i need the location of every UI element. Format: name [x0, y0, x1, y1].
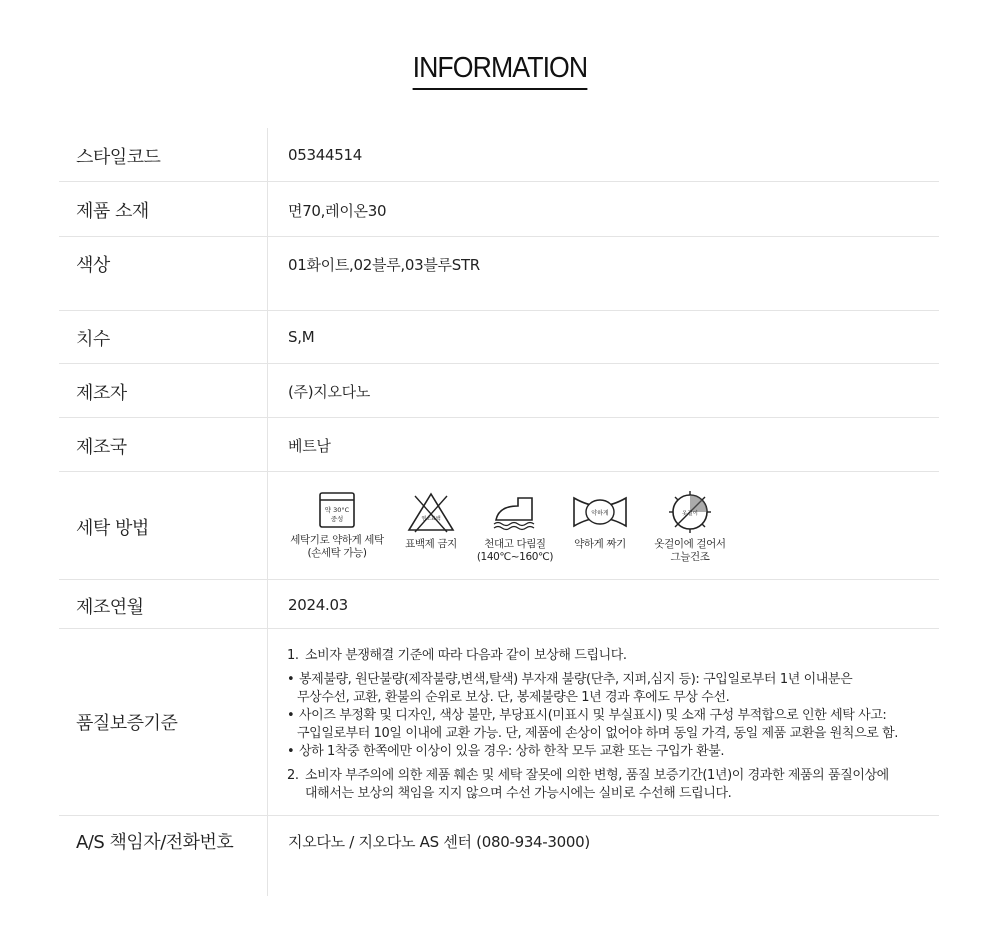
value-color: 01화이트,02블루,03블루STR	[288, 256, 480, 274]
value-country: 베트남	[288, 437, 331, 455]
no-bleach-icon	[405, 490, 457, 534]
care-icons	[285, 490, 737, 564]
row-country	[59, 418, 939, 472]
warranty-bullet-3: • 상하 1착중 한쪽에만 이상이 있을 경우: 상하 한착 모두 교환 또는 구입가 환불.	[287, 744, 725, 759]
label-color: 색상	[76, 255, 110, 276]
value-material: 면70,레이온30	[288, 202, 387, 220]
label-warranty: 품질보증기준	[76, 713, 178, 734]
care-label-iron: 천대고 다림질 (140℃~160℃)	[476, 538, 554, 563]
wring-gently-icon	[570, 490, 630, 534]
row-date	[59, 580, 939, 629]
warranty-text	[287, 647, 937, 803]
svg-text:염소표백: 염소표백	[421, 516, 441, 522]
label-size: 치수	[76, 329, 110, 350]
care-label-bleach: 표백제 금지	[405, 538, 457, 550]
warranty-item-2-cont: 대해서는 보상의 책임을 지지 않으며 수선 가능시에는 실비로 수선해 드립니다.	[305, 786, 732, 801]
label-country: 제조국	[76, 437, 127, 458]
row-color	[59, 237, 939, 311]
row-style-code	[59, 128, 939, 182]
row-manufacturer	[59, 364, 939, 418]
warranty-bullet-2-cont: 구입일로부터 10일 이내에 교환 가능. 단, 제품에 손상이 없어야 하며 동일 가격, 동일 제품 교환을 원칙으로 함.	[297, 726, 899, 741]
svg-text:옷걸이: 옷걸이	[682, 511, 698, 517]
label-style-code: 스타일코드	[76, 147, 161, 168]
iron-cloth-icon	[488, 490, 542, 534]
row-warranty	[59, 629, 939, 816]
care-label-wring: 약하게 짜기	[574, 538, 626, 550]
row-washing	[59, 472, 939, 580]
row-size	[59, 311, 939, 364]
care-label-wash: 세탁기로 약하게 세탁 (손세탁 가능)	[290, 534, 384, 559]
svg-text:약 30°C: 약 30°C	[324, 506, 350, 514]
row-as	[59, 816, 939, 896]
warranty-item-2: 2. 소비자 부주의에 의한 제품 훼손 및 세탁 잘못에 의한 변형, 품질 보증기간(1년)이 경과한 제품의 품질이상에	[287, 768, 889, 783]
label-washing: 세탁 방법	[76, 518, 149, 539]
label-manufacturer: 제조자	[76, 383, 127, 404]
value-style-code: 05344514	[288, 146, 362, 164]
warranty-bullet-2: • 사이즈 부정확 및 디자인, 색상 불만, 부당표시(미표시 및 부실표시) 및 소재 구성 부적합으로 인한 세탁 사고:	[287, 708, 887, 723]
warranty-bullet-1: • 봉제불량, 원단불량(제작불량,변색,탈색) 부자재 불량(단추, 지퍼,심지 등): 구입일로부터 1년 이내분은	[287, 672, 853, 687]
warranty-bullet-1-cont: 무상수선, 교환, 환불의 순위로 보상. 단, 봉제불량은 1년 경과 후에도 무상 수선.	[297, 690, 730, 705]
info-table	[59, 128, 939, 896]
care-item-dry	[643, 490, 737, 564]
label-material: 제품 소재	[76, 201, 149, 222]
page-title: INFORMATION	[413, 50, 588, 90]
hang-dry-shade-icon	[665, 490, 715, 534]
label-date: 제조연월	[76, 597, 144, 618]
care-item-wash	[285, 490, 389, 564]
value-as: 지오다노 / 지오다노 AS 센터 (080-934-3000)	[288, 833, 590, 851]
value-manufacturer: (주)지오다노	[288, 383, 371, 401]
label-as: A/S 책임자/전화번호	[76, 832, 234, 853]
value-size: S,M	[288, 328, 315, 346]
svg-text:중성: 중성	[330, 515, 344, 523]
value-date: 2024.03	[288, 596, 348, 614]
row-material	[59, 182, 939, 237]
wash-30-gentle-icon	[317, 490, 357, 530]
care-item-wring	[557, 490, 643, 564]
svg-text:약하게: 약하게	[591, 510, 609, 517]
warranty-item-1: 1. 소비자 분쟁해결 기준에 따라 다음과 같이 보상해 드립니다.	[287, 648, 627, 663]
care-label-dry: 옷걸이에 걸어서 그늘건조	[654, 538, 726, 563]
care-item-bleach	[389, 490, 473, 564]
care-item-iron	[473, 490, 557, 564]
title-wrap	[0, 50, 1000, 90]
